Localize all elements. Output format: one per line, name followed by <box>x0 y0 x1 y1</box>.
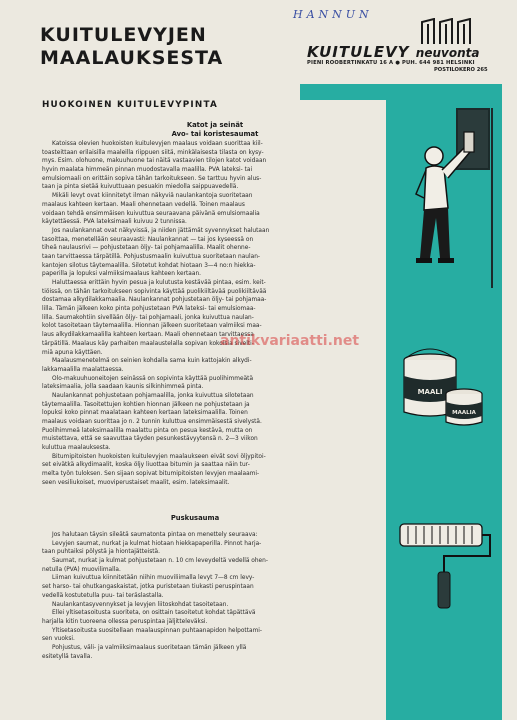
text-line: taan puhtaiksi pölystä ja hiontajätteistä. <box>42 549 160 556</box>
text-line: Jos naulankannat ovat näkyvissä, ja niiden jättämät syvennykset halutaan <box>52 227 270 234</box>
text-line: Maalausmenetelmä on seinien kohdalla sama kuin kattojakin alkydi- <box>52 358 252 365</box>
watermark: antikvariaatti.net <box>220 333 360 349</box>
text-line: netulla (PVA) muovilimalla. <box>42 566 121 573</box>
text-line: seen vesiliukoiset, muoviperustaiset maalit, esim. lateksimaalit. <box>42 479 230 486</box>
text-line: maalaus kahteen kertaan. Maali ohennetaan vedellä. Toinen maalaus <box>42 201 245 208</box>
text-line: emulsiomaali on erittäin sopiva tähän tarkoitukseen. Se tarttuu hyvin alus- <box>42 175 262 182</box>
text-line: taan ja pinta sietää kuivuttuaan pesuakin miedolla saippuavedellä. <box>42 184 239 191</box>
handwritten-note: HANNUN <box>293 8 373 21</box>
text-line: Jos halutaan täysin sileätä saumatonta pintaa on menettely seuraava: <box>52 532 258 538</box>
can-label-2: MAALIA <box>452 410 476 416</box>
text-line: sen vuoksi. <box>42 636 75 643</box>
subheading <box>160 121 270 139</box>
text-line: Naulankannat pohjustetaan pohjamaalilla, jonka kuivuttua silotetaan <box>52 392 254 399</box>
text-line: tasoittaa, menetellään seuraavasti: Naulankannat — tai jos kyseessä on <box>42 236 254 243</box>
text-line: tiöissä, on tähän tarkoitukseen sopivinta käyttää puolikiiltävää puolikiiltävää <box>42 288 267 295</box>
text-line: täytemaalilla. Tasoitettujen kohtien hionnan jälkeen ne pohjustetaan ja <box>42 401 250 408</box>
subsection-heading: Puskusauma <box>170 514 220 522</box>
text-line: tiheä naulausrivi — pohjustetaan öljy- tai pohjamaalilla. Maalit ohenne- <box>42 245 251 252</box>
text-line: voidaan tehdä ensimmäisen kuivuttua seuraavana päivänä emulsiomaalia <box>42 210 260 217</box>
text-line: kuluttua maalauksesta. <box>42 445 111 452</box>
text-line: set eivätkä alkydimaalit, koska öljy liuottaa bitumin ja saattaa näin tur- <box>42 462 250 469</box>
text-line: laus alkydilakkamaalilla kahteen kertaan. Maali ohennetaan tarvittaessa <box>42 332 254 339</box>
text-line: vedellä kostutetulla puu- tai teräslastalla. <box>42 592 164 599</box>
text-line: melta työn tuloksen. Sen sijaan sopivat bitumipitoisten levyjen maalaami- <box>42 471 260 478</box>
text-line: tärpätillä. Maalaus käy parhaiten maalaustelalla sopivan kokoisia sivelti- <box>42 340 254 347</box>
text-line: set harso- tai ohutkangaskaistat, jotka puristetaan tiukasti peruspintaan <box>42 584 254 591</box>
text-line: Ellei yltisetasoitusta suoriteta, on osittain tasoitetut kohdat täpättävä <box>52 610 256 617</box>
text-line: Naulankantasyvennykset ja levyjen liitoskohdat tasoitetaan. <box>52 601 229 608</box>
section-heading: HUOKOINEN KUITULEVYPINTA <box>42 100 218 110</box>
address-line: PIENI ROOBERTINKATU 16 A ● PUH. 644 981 HELSINKI <box>307 60 475 66</box>
text-line: Liiman kuivuttua kiinnitetään niihin muoviliimalla levyt 7—8 cm levy- <box>52 575 255 582</box>
brand-logo <box>307 43 479 61</box>
text-line: taan tarvittaessa tärpätillä. Pohjustusmaalin kuivuttua suoritetaan naulan- <box>42 253 261 260</box>
text-line: lateksimaalia, jolla saadaan kaunis silkinhimmeä pinta. <box>42 384 204 391</box>
text-line: mys. Esim. olohuone, makuuhuone tai näitä vastaavien tilojen katot voidaan <box>42 158 267 165</box>
can-label-1: MAALI <box>417 388 443 396</box>
text-line: harjalla kitin tuoreena ollessa peruspintaa jäljitteleväksi. <box>42 618 208 625</box>
subheading-line-1: Katot ja seinät <box>186 121 244 129</box>
text-line: muistettava, että se saavuttaa täyden pesunkestävyytensä n. 2—3 viikon <box>42 436 258 443</box>
text-line: Bitumipitoisten huokoisten kuitulevyjen maalaukseen eivät sovi öljypitoi- <box>52 453 266 460</box>
text-line: Saumat, nurkat ja kulmat pohjustetaan n. 10 cm leveydeltä vedellä ohen- <box>52 558 268 565</box>
text-line: lilla. Saumakohtiin sivellään öljy- tai pohjamaali, jonka kuivuttua naulan- <box>42 314 254 321</box>
text-line: toasteittaan erilaisilla maaleilla riippuen siitä, minkälaisesta tilasta on kysy- <box>42 149 264 156</box>
text-line: hyvin maalata himmeän pinnan muodostavalla maalilla. PVA lateksi- tai <box>42 167 253 174</box>
title-line-1: KUITULEVYJEN <box>40 24 207 46</box>
text-line: miä apuna käyttäen. <box>42 349 103 356</box>
brand-name: KUITULEVY <box>307 43 410 61</box>
brand-suffix: neuvonta <box>415 46 480 60</box>
subheading-line-2: Avo- tai koristesaumat <box>171 130 259 138</box>
painter-illustration <box>398 108 498 288</box>
main-text-column <box>42 140 389 488</box>
text-line: Pohjustus, väli- ja valmiiksimaalaus suoritetaan tämän jälkeen yllä <box>52 644 247 651</box>
text-line: esitetyllä tavalla. <box>42 653 93 660</box>
postbox-line: POSTILOKERO 265 <box>434 67 488 73</box>
subsection-text-column <box>42 531 389 661</box>
document-title <box>40 24 280 70</box>
paint-cans-illustration <box>398 346 488 428</box>
building-logo-icon <box>420 18 480 44</box>
text-line: kantojen silotus täytemaalilla. Silotetut kohdat hiotaan 3—4 no:n hiekka- <box>42 262 256 269</box>
text-line: Levyjen saumat, nurkat ja kulmat hiotaan hiekkapaperilla. Pinnot harja- <box>52 540 262 547</box>
text-line: maalaus voidaan suorittaa jo n. 2 tunnin kuluttua ensimmäisestä sivelystä. <box>42 419 262 425</box>
title-line-2: MAALAUKSESTA <box>40 47 224 69</box>
text-line: lilla. Tämän jälkeen koko pinta pohjustetaan PVA lateksi- tai emulsiomaa- <box>42 306 256 313</box>
text-line: Yltisetasoitusta suositellaan maalauspinnan puhtaanapidon helpottami- <box>52 627 263 634</box>
text-line: käytettäessä. PVA lateksimaali kuivuu 2 tunnissa. <box>42 219 187 226</box>
text-line: lakkamaalilla maalattaessa. <box>42 366 124 373</box>
text-line: Olo-makuuhuoneitojen seinässä on sopivinta käyttää puolihimmeätä <box>52 375 254 382</box>
text-line: Haluttaessa erittäin hyvin pesua ja kulutusta kestävää pintaa, esim. keit- <box>52 280 266 286</box>
text-line: kolot tasoitetaan täytemaalilla. Hionnan jälkeen suoritetaan valmiiksi maa- <box>42 323 262 330</box>
paint-roller-illustration <box>398 520 498 610</box>
text-line: dostamaa alkydilakkamaalia. Naulankannat pohjustetaan öljy- tai pohjamaa- <box>42 297 267 304</box>
text-line: lopuksi koko pinnat maalataan kahteen kertaan lateksimaalilla. Toinen <box>42 410 248 417</box>
text-line: Mikäli levyt ovat kiinnitetyt ilman näkyviä naulankantoja suoritetaan <box>52 193 253 200</box>
text-line: paperilla ja lopuksi valmiiksimaalaus kahteen kertaan. <box>42 271 202 278</box>
text-line: Puolihimmeä lateksimaalilla maalattu pinta on pesua kestävä, mutta on <box>42 427 253 434</box>
text-line: Katoissa olevien huokoisten kuitulevyjen maalaus voidaan suorittaa kiil- <box>52 141 263 147</box>
